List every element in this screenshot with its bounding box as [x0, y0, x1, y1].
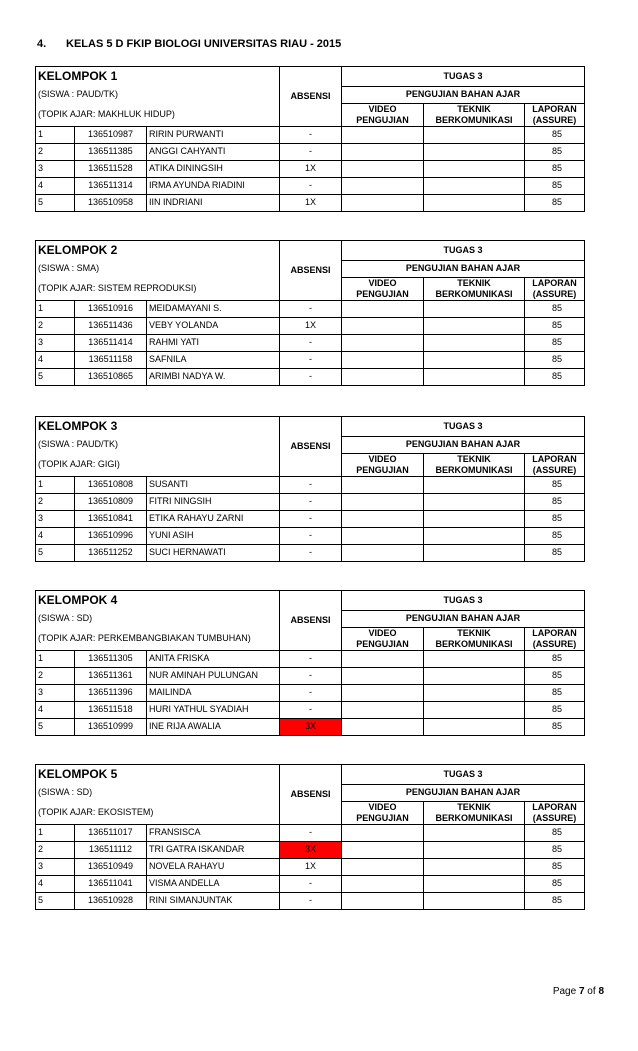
table-row	[36, 650, 585, 667]
group-topik: (TOPIK AJAR: GIGI)	[36, 453, 280, 476]
group-title: KELOMPOK 4	[36, 591, 280, 611]
table-row	[36, 300, 585, 317]
row-laporan: 85	[525, 684, 585, 701]
row-laporan: 85	[525, 476, 585, 493]
group-title: KELOMPOK 1	[36, 67, 280, 87]
group-siswa: (SISWA : PAUD/TK)	[36, 436, 280, 453]
row-absensi: -	[280, 351, 342, 368]
row-video	[342, 684, 424, 701]
row-laporan: 85	[525, 510, 585, 527]
page-heading	[37, 38, 341, 50]
row-teknik	[424, 476, 525, 493]
table-row	[36, 493, 585, 510]
row-nim: 136510928	[75, 892, 147, 909]
row-number: 2	[36, 143, 75, 160]
row-nim: 136511518	[75, 701, 147, 718]
row-absensi: 3X	[280, 718, 342, 735]
table-row	[36, 841, 585, 858]
row-laporan: 85	[525, 527, 585, 544]
row-laporan: 85	[525, 334, 585, 351]
table-row	[36, 177, 585, 194]
row-nim: 136510809	[75, 493, 147, 510]
teknik-header	[424, 277, 525, 300]
row-name: ANGGI CAHYANTI	[147, 143, 280, 160]
row-name: FRANSISCA	[147, 824, 280, 841]
row-video	[342, 317, 424, 334]
row-laporan: 85	[525, 841, 585, 858]
row-nim: 136511112	[75, 841, 147, 858]
group-topik: (TOPIK AJAR: EKOSISTEM)	[36, 801, 280, 824]
row-teknik	[424, 160, 525, 177]
row-number: 5	[36, 892, 75, 909]
row-teknik	[424, 368, 525, 385]
absensi-header: ABSENSI	[280, 241, 342, 301]
row-video	[342, 194, 424, 211]
table-row	[36, 875, 585, 892]
video-header-line2: PENGUJIAN	[356, 464, 409, 475]
row-number: 2	[36, 667, 75, 684]
row-number: 4	[36, 351, 75, 368]
row-nim: 136510958	[75, 194, 147, 211]
row-video	[342, 858, 424, 875]
row-number: 3	[36, 510, 75, 527]
row-video	[342, 493, 424, 510]
tugas-header: TUGAS 3	[342, 417, 585, 437]
row-teknik	[424, 841, 525, 858]
row-nim: 136511361	[75, 667, 147, 684]
row-nim: 136511017	[75, 824, 147, 841]
row-nim: 136511041	[75, 875, 147, 892]
row-video	[342, 875, 424, 892]
laporan-header-line1: LAPORAN	[532, 801, 577, 812]
row-video	[342, 667, 424, 684]
group-topik: (TOPIK AJAR: PERKEMBANGBIAKAN TUMBUHAN)	[36, 627, 280, 650]
row-absensi: 1X	[280, 194, 342, 211]
laporan-header-line2: (ASSURE)	[532, 812, 577, 823]
pengujian-header: PENGUJIAN BAHAN AJAR	[342, 260, 585, 277]
row-absensi: -	[280, 684, 342, 701]
row-video	[342, 126, 424, 143]
absensi-header: ABSENSI	[280, 765, 342, 825]
row-name: RIRIN PURWANTI	[147, 126, 280, 143]
row-number: 1	[36, 300, 75, 317]
group-siswa: (SISWA : PAUD/TK)	[36, 86, 280, 103]
row-number: 5	[36, 544, 75, 561]
row-laporan: 85	[525, 194, 585, 211]
row-absensi: -	[280, 892, 342, 909]
row-number: 4	[36, 875, 75, 892]
video-header	[342, 627, 424, 650]
row-teknik	[424, 194, 525, 211]
row-name: TRI GATRA ISKANDAR	[147, 841, 280, 858]
teknik-header-line1: TEKNIK	[457, 453, 491, 464]
table-row	[36, 510, 585, 527]
video-header	[342, 453, 424, 476]
laporan-header-line1: LAPORAN	[532, 453, 577, 464]
row-video	[342, 892, 424, 909]
group-title: KELOMPOK 3	[36, 417, 280, 437]
row-teknik	[424, 317, 525, 334]
teknik-header-line2: BERKOMUNIKASI	[435, 114, 513, 125]
table-row	[36, 126, 585, 143]
row-name: VEBY YOLANDA	[147, 317, 280, 334]
row-absensi: -	[280, 476, 342, 493]
table-row	[36, 527, 585, 544]
laporan-header-line2: (ASSURE)	[532, 464, 577, 475]
row-absensi: 3X	[280, 841, 342, 858]
footer-total-pages: 8	[598, 986, 604, 997]
row-laporan: 85	[525, 177, 585, 194]
laporan-header	[525, 627, 585, 650]
row-teknik	[424, 177, 525, 194]
row-absensi: -	[280, 300, 342, 317]
pengujian-header: PENGUJIAN BAHAN AJAR	[342, 784, 585, 801]
group-siswa: (SISWA : SD)	[36, 784, 280, 801]
row-laporan: 85	[525, 300, 585, 317]
row-nim: 136510841	[75, 510, 147, 527]
row-absensi: -	[280, 667, 342, 684]
row-absensi: -	[280, 527, 342, 544]
laporan-header-line2: (ASSURE)	[532, 638, 577, 649]
row-name: YUNI ASIH	[147, 527, 280, 544]
row-teknik	[424, 858, 525, 875]
table-row	[36, 334, 585, 351]
teknik-header-line1: TEKNIK	[457, 103, 491, 114]
row-video	[342, 510, 424, 527]
row-nim: 136511305	[75, 650, 147, 667]
teknik-header-line2: BERKOMUNIKASI	[435, 638, 513, 649]
row-laporan: 85	[525, 317, 585, 334]
table-row	[36, 160, 585, 177]
laporan-header-line1: LAPORAN	[532, 103, 577, 114]
row-teknik	[424, 701, 525, 718]
row-name: MAILINDA	[147, 684, 280, 701]
video-header-line1: VIDEO	[368, 627, 397, 638]
row-teknik	[424, 527, 525, 544]
row-teknik	[424, 126, 525, 143]
row-teknik	[424, 351, 525, 368]
row-laporan: 85	[525, 875, 585, 892]
row-number: 2	[36, 493, 75, 510]
tugas-header: TUGAS 3	[342, 591, 585, 611]
row-laporan: 85	[525, 143, 585, 160]
video-header-line1: VIDEO	[368, 453, 397, 464]
laporan-header	[525, 277, 585, 300]
teknik-header	[424, 801, 525, 824]
video-header-line1: VIDEO	[368, 103, 397, 114]
table-row	[36, 718, 585, 735]
row-teknik	[424, 544, 525, 561]
row-teknik	[424, 718, 525, 735]
row-video	[342, 701, 424, 718]
row-video	[342, 351, 424, 368]
row-teknik	[424, 875, 525, 892]
row-teknik	[424, 667, 525, 684]
row-laporan: 85	[525, 892, 585, 909]
laporan-header-line2: (ASSURE)	[532, 288, 577, 299]
row-teknik	[424, 650, 525, 667]
teknik-header-line1: TEKNIK	[457, 277, 491, 288]
teknik-header-line2: BERKOMUNIKASI	[435, 812, 513, 823]
video-header-line1: VIDEO	[368, 801, 397, 812]
group-topik: (TOPIK AJAR: MAKHLUK HIDUP)	[36, 103, 280, 126]
table-row	[36, 194, 585, 211]
video-header-line1: VIDEO	[368, 277, 397, 288]
teknik-header	[424, 103, 525, 126]
group-siswa: (SISWA : SD)	[36, 610, 280, 627]
row-absensi: -	[280, 126, 342, 143]
table-row	[36, 317, 585, 334]
row-name: ATIKA DININGSIH	[147, 160, 280, 177]
row-name: NOVELA RAHAYU	[147, 858, 280, 875]
table-row	[36, 368, 585, 385]
row-nim: 136511252	[75, 544, 147, 561]
row-absensi: -	[280, 544, 342, 561]
row-number: 1	[36, 824, 75, 841]
teknik-header-line2: BERKOMUNIKASI	[435, 288, 513, 299]
row-absensi: -	[280, 493, 342, 510]
video-header-line2: PENGUJIAN	[356, 638, 409, 649]
laporan-header	[525, 801, 585, 824]
table-row	[36, 351, 585, 368]
row-number: 2	[36, 317, 75, 334]
row-video	[342, 527, 424, 544]
row-absensi: 1X	[280, 317, 342, 334]
row-absensi: -	[280, 334, 342, 351]
row-name: FITRI NINGSIH	[147, 493, 280, 510]
row-number: 2	[36, 841, 75, 858]
row-laporan: 85	[525, 650, 585, 667]
row-nim: 136511385	[75, 143, 147, 160]
row-number: 1	[36, 476, 75, 493]
row-video	[342, 160, 424, 177]
table-row	[36, 544, 585, 561]
row-teknik	[424, 892, 525, 909]
table-row	[36, 858, 585, 875]
row-absensi: -	[280, 824, 342, 841]
group-title: KELOMPOK 5	[36, 765, 280, 785]
row-laporan: 85	[525, 858, 585, 875]
row-absensi: -	[280, 368, 342, 385]
row-video	[342, 143, 424, 160]
group-table	[35, 66, 585, 212]
table-row	[36, 824, 585, 841]
row-laporan: 85	[525, 544, 585, 561]
footer-prefix: Page	[552, 986, 579, 997]
laporan-header-line1: LAPORAN	[532, 627, 577, 638]
row-teknik	[424, 493, 525, 510]
row-absensi: -	[280, 143, 342, 160]
row-video	[342, 650, 424, 667]
absensi-header: ABSENSI	[280, 417, 342, 477]
video-header	[342, 277, 424, 300]
table-row	[36, 476, 585, 493]
row-number: 4	[36, 701, 75, 718]
group-table	[35, 764, 585, 910]
row-name: SUCI HERNAWATI	[147, 544, 280, 561]
row-name: NUR AMINAH PULUNGAN	[147, 667, 280, 684]
row-laporan: 85	[525, 718, 585, 735]
footer-current-page: 7	[578, 986, 585, 997]
row-nim: 136510999	[75, 718, 147, 735]
row-nim: 136511414	[75, 334, 147, 351]
row-nim: 136510949	[75, 858, 147, 875]
heading-number: 4.	[37, 38, 47, 50]
table-row	[36, 701, 585, 718]
row-teknik	[424, 143, 525, 160]
row-absensi: -	[280, 650, 342, 667]
row-absensi: 1X	[280, 858, 342, 875]
teknik-header-line1: TEKNIK	[457, 627, 491, 638]
row-nim: 136511314	[75, 177, 147, 194]
row-number: 1	[36, 650, 75, 667]
row-name: SAFNILA	[147, 351, 280, 368]
group-table	[35, 590, 585, 736]
row-video	[342, 300, 424, 317]
row-name: IIN INDRIANI	[147, 194, 280, 211]
footer-middle: of	[584, 986, 599, 997]
row-video	[342, 177, 424, 194]
row-nim: 136510987	[75, 126, 147, 143]
row-number: 1	[36, 126, 75, 143]
pengujian-header: PENGUJIAN BAHAN AJAR	[342, 610, 585, 627]
row-laporan: 85	[525, 351, 585, 368]
laporan-header	[525, 453, 585, 476]
table-row	[36, 143, 585, 160]
row-number: 5	[36, 718, 75, 735]
row-nim: 136510916	[75, 300, 147, 317]
row-name: MEIDAMAYANI S.	[147, 300, 280, 317]
row-name: ETIKA RAHAYU ZARNI	[147, 510, 280, 527]
row-absensi: -	[280, 701, 342, 718]
row-laporan: 85	[525, 701, 585, 718]
tugas-header: TUGAS 3	[342, 241, 585, 261]
row-teknik	[424, 684, 525, 701]
row-laporan: 85	[525, 368, 585, 385]
row-video	[342, 368, 424, 385]
row-nim: 136510996	[75, 527, 147, 544]
row-name: RAHMI YATI	[147, 334, 280, 351]
row-laporan: 85	[525, 824, 585, 841]
row-teknik	[424, 510, 525, 527]
row-name: IRMA AYUNDA RIADINI	[147, 177, 280, 194]
row-nim: 136511396	[75, 684, 147, 701]
row-laporan: 85	[525, 667, 585, 684]
video-header	[342, 801, 424, 824]
row-video	[342, 841, 424, 858]
row-number: 5	[36, 194, 75, 211]
row-nim: 136510865	[75, 368, 147, 385]
row-video	[342, 718, 424, 735]
row-number: 4	[36, 177, 75, 194]
row-number: 3	[36, 684, 75, 701]
row-number: 3	[36, 334, 75, 351]
page-footer	[553, 986, 604, 997]
video-header	[342, 103, 424, 126]
row-name: VISMA ANDELLA	[147, 875, 280, 892]
row-number: 5	[36, 368, 75, 385]
group-siswa: (SISWA : SMA)	[36, 260, 280, 277]
teknik-header-line2: BERKOMUNIKASI	[435, 464, 513, 475]
table-row	[36, 892, 585, 909]
row-video	[342, 334, 424, 351]
video-header-line2: PENGUJIAN	[356, 114, 409, 125]
teknik-header	[424, 627, 525, 650]
heading-text: KELAS 5 D FKIP BIOLOGI UNIVERSITAS RIAU - 2015	[66, 38, 342, 50]
row-absensi: -	[280, 177, 342, 194]
absensi-header: ABSENSI	[280, 67, 342, 127]
row-number: 3	[36, 858, 75, 875]
row-laporan: 85	[525, 493, 585, 510]
row-name: ANITA FRISKA	[147, 650, 280, 667]
row-laporan: 85	[525, 126, 585, 143]
tugas-header: TUGAS 3	[342, 67, 585, 87]
row-name: SUSANTI	[147, 476, 280, 493]
row-laporan: 85	[525, 160, 585, 177]
row-teknik	[424, 334, 525, 351]
row-absensi: 1X	[280, 160, 342, 177]
row-video	[342, 476, 424, 493]
row-nim: 136511158	[75, 351, 147, 368]
row-nim: 136511436	[75, 317, 147, 334]
row-name: ARIMBI NADYA W.	[147, 368, 280, 385]
row-video	[342, 544, 424, 561]
row-nim: 136511528	[75, 160, 147, 177]
pengujian-header: PENGUJIAN BAHAN AJAR	[342, 86, 585, 103]
teknik-header	[424, 453, 525, 476]
group-title: KELOMPOK 2	[36, 241, 280, 261]
row-absensi: -	[280, 875, 342, 892]
group-table	[35, 240, 585, 386]
laporan-header-line1: LAPORAN	[532, 277, 577, 288]
row-video	[342, 824, 424, 841]
absensi-header: ABSENSI	[280, 591, 342, 651]
row-teknik	[424, 300, 525, 317]
video-header-line2: PENGUJIAN	[356, 288, 409, 299]
row-number: 3	[36, 160, 75, 177]
row-number: 4	[36, 527, 75, 544]
teknik-header-line1: TEKNIK	[457, 801, 491, 812]
group-topik: (TOPIK AJAR: SISTEM REPRODUKSI)	[36, 277, 280, 300]
row-name: INE RIJA AWALIA	[147, 718, 280, 735]
row-name: HURI YATHUL SYADIAH	[147, 701, 280, 718]
row-name: RINI SIMANJUNTAK	[147, 892, 280, 909]
table-row	[36, 684, 585, 701]
pengujian-header: PENGUJIAN BAHAN AJAR	[342, 436, 585, 453]
tugas-header: TUGAS 3	[342, 765, 585, 785]
row-teknik	[424, 824, 525, 841]
laporan-header	[525, 103, 585, 126]
row-absensi: -	[280, 510, 342, 527]
table-row	[36, 667, 585, 684]
group-table	[35, 416, 585, 562]
row-nim: 136510808	[75, 476, 147, 493]
laporan-header-line2: (ASSURE)	[532, 114, 577, 125]
video-header-line2: PENGUJIAN	[356, 812, 409, 823]
